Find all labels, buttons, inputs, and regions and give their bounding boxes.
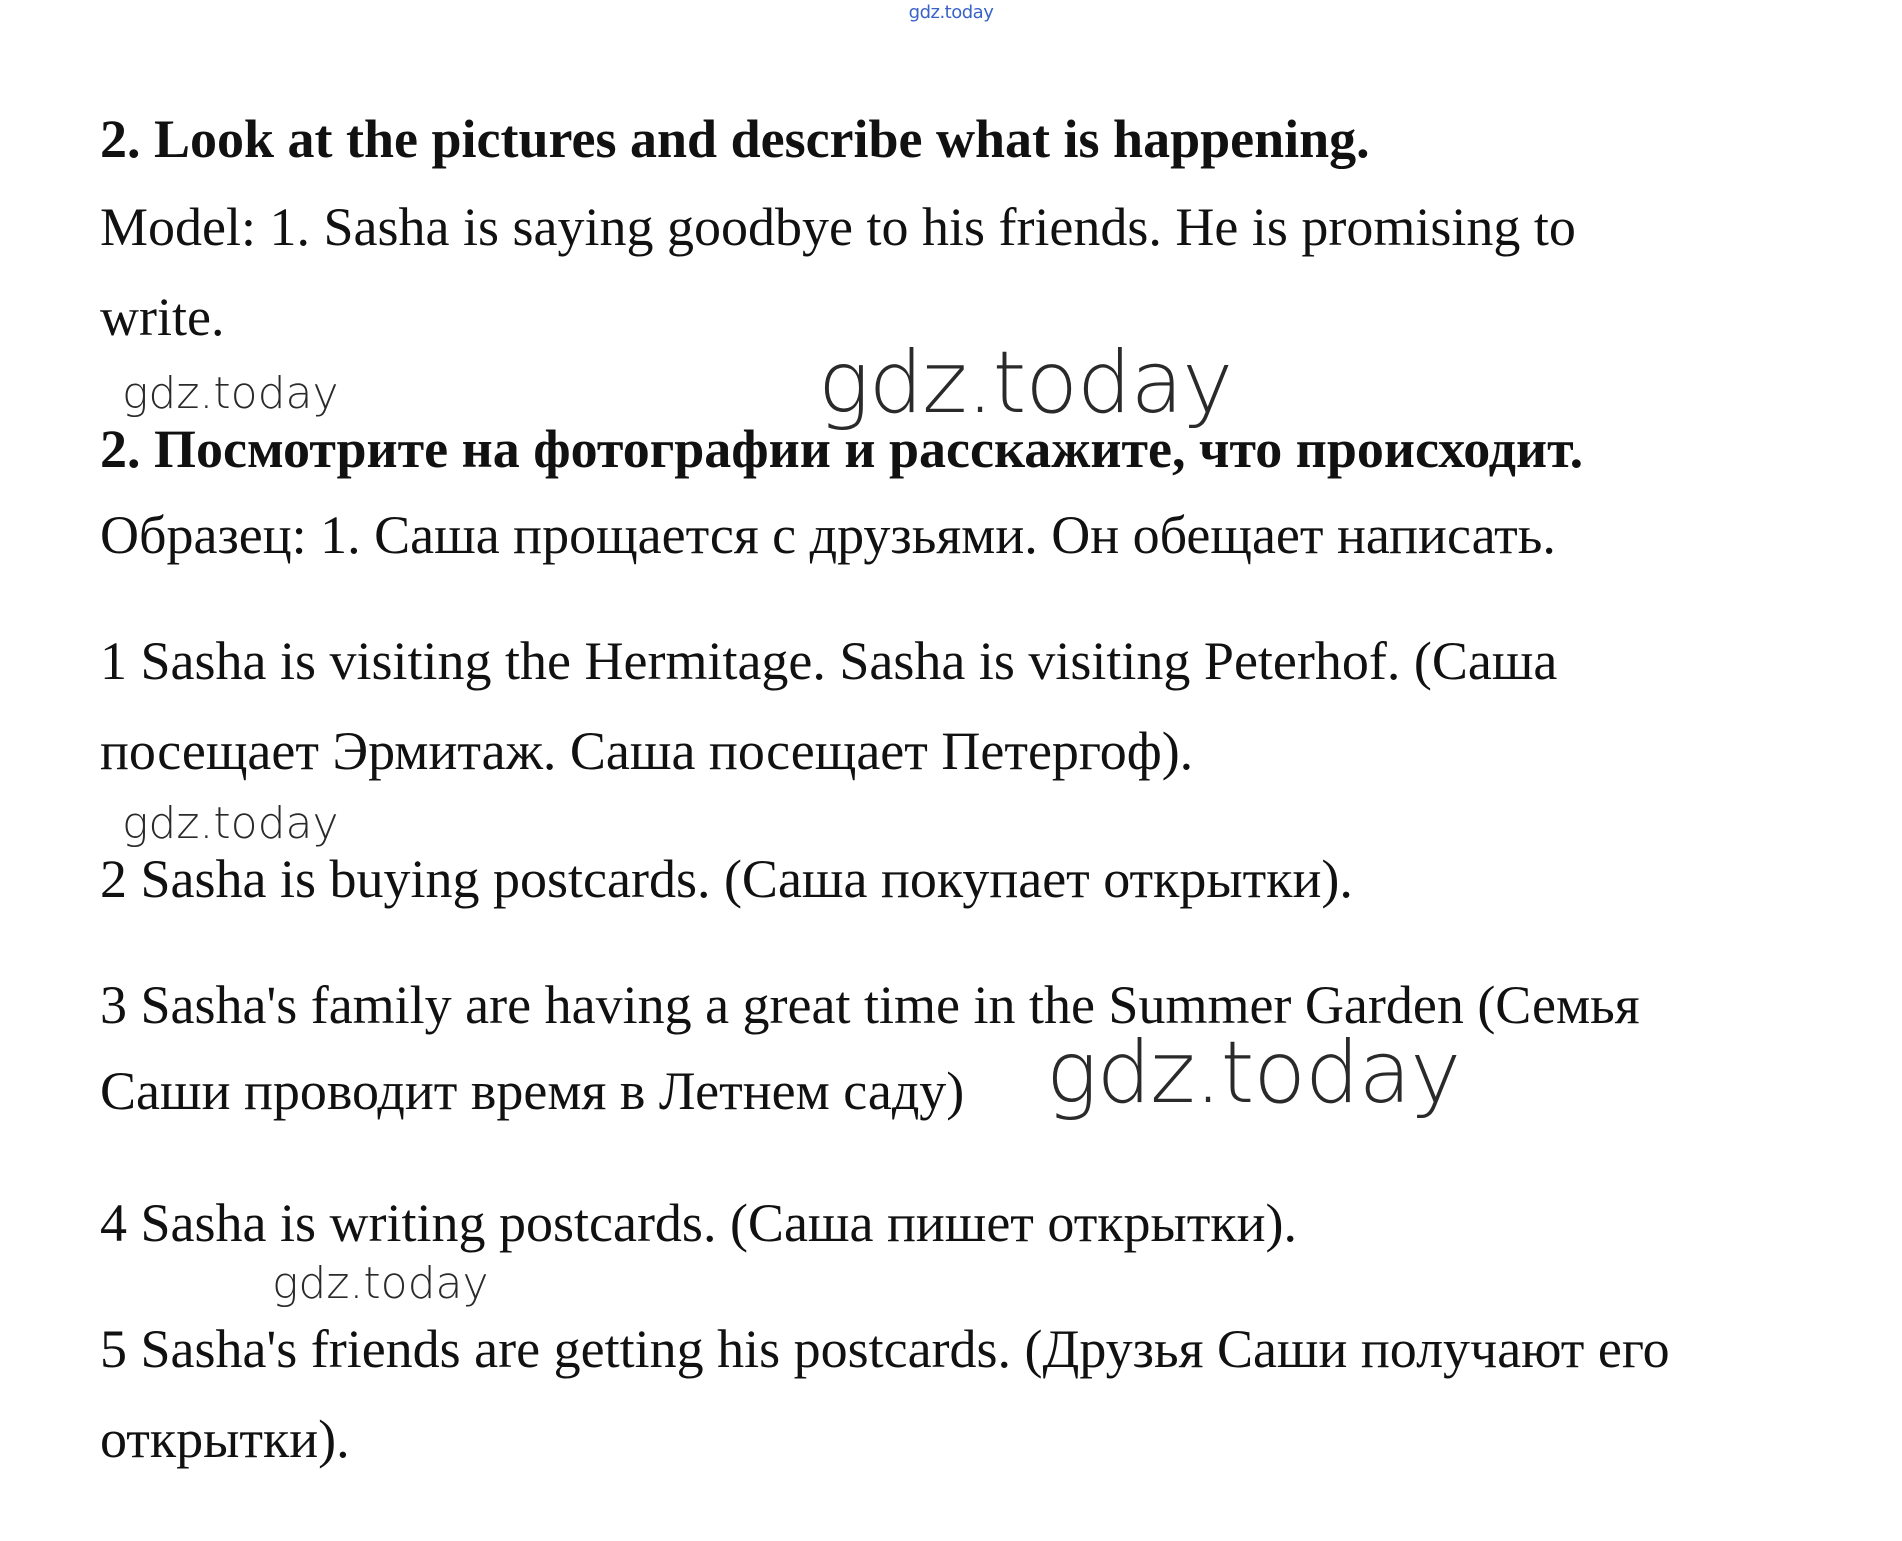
watermark-large-2: gdz.today	[1046, 1023, 1461, 1123]
answer-2: 2 Sasha is buying postcards. (Саша покупает открытки).	[100, 849, 1353, 909]
english-model-line-2: write.	[100, 287, 225, 347]
watermark-top: gdz.today	[908, 2, 994, 23]
answer-5-line-1: 5 Sasha's friends are getting his postcards. (Друзья Саши получают его	[100, 1319, 1670, 1379]
watermark-large-1: gdz.today	[818, 333, 1233, 433]
answer-4: 4 Sasha is writing postcards. (Саша пишет открытки).	[100, 1193, 1298, 1253]
english-model-line-1: Model: 1. Sasha is saying goodbye to his friends. He is promising to	[100, 197, 1576, 257]
answer-3-line-1: 3 Sasha's family are having a great time in the Summer Garden (Семья	[100, 975, 1640, 1035]
russian-task-heading: 2. Посмотрите на фотографии и расскажите, что происходит.	[100, 419, 1584, 479]
watermark-small-3: gdz.today	[272, 1258, 489, 1309]
answer-3-line-2: Саши проводит время в Летнем саду)	[100, 1061, 965, 1121]
answer-1-line-2: посещает Эрмитаж. Саша посещает Петергоф).	[100, 721, 1194, 781]
russian-model: Образец: 1. Саша прощается с друзьями. Он обещает написать.	[100, 505, 1556, 565]
answer-1-line-1: 1 Sasha is visiting the Hermitage. Sasha is visiting Peterhof. (Саша	[100, 631, 1558, 691]
watermark-small-2: gdz.today	[122, 798, 339, 849]
answer-5-line-2: открытки).	[100, 1409, 350, 1469]
english-task-heading: 2. Look at the pictures and describe what is happening.	[100, 109, 1370, 169]
watermark-small-1: gdz.today	[122, 368, 339, 419]
